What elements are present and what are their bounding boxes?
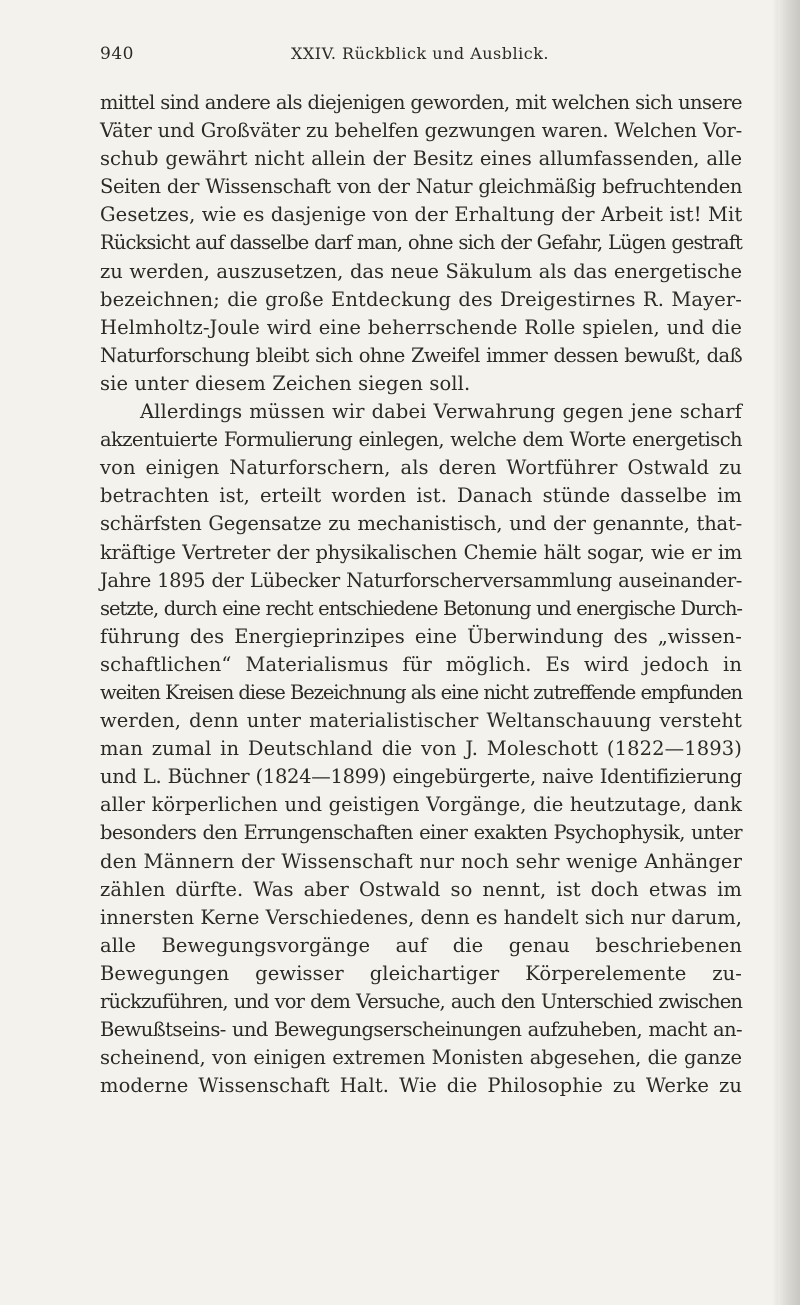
text-line: Rücksicht auf dasselbe darf man, ohne sich der Gefahr, Lügen gestraft <box>100 231 742 255</box>
text-line: aller körperlichen und geistigen Vorgänge, die heutzutage, dank <box>100 793 742 817</box>
page-header <box>100 44 740 70</box>
text-line: scheinend, von einigen extremen Monisten abgesehen, die ganze <box>100 1046 742 1070</box>
text-line: Helmholtz-Joule wird eine beherrschende Rolle spielen, und die <box>100 315 742 339</box>
text-line: von einigen Naturforschern, als deren Wortführer Ostwald zu <box>100 456 742 480</box>
text-line: und L. Büchner (1824—1899) eingebürgerte, naive Identifizierung <box>100 765 742 789</box>
text-line: Seiten der Wissenschaft von der Natur gleichmäßig befruchtenden <box>100 175 742 199</box>
text-line: weiten Kreisen diese Bezeichnung als eine nicht zutreffende empfunden <box>100 680 742 704</box>
text-line: Jahre 1895 der Lübecker Naturforscherversammlung auseinander- <box>100 568 742 592</box>
text-line: schaftlichen“ Materialismus für möglich. Es wird jedoch in <box>100 652 742 676</box>
text-line: Bewegungen gewisser gleichartiger Körperelemente zu- <box>100 961 742 985</box>
text-line: moderne Wissenschaft Halt. Wie die Philosophie zu Werke zu <box>100 1074 742 1098</box>
text-line: akzentuierte Formulierung einlegen, welche dem Worte energetisch <box>100 428 742 452</box>
page-number: 940 <box>100 44 134 64</box>
body-text <box>100 89 742 1100</box>
text-line: setzte, durch eine recht entschiedene Betonung und energische Durch- <box>100 596 742 620</box>
text-line: alle Bewegungsvorgänge auf die genau beschriebenen <box>100 933 742 957</box>
text-line: Bewußtseins- und Bewegungserscheinungen aufzuheben, macht an- <box>100 1018 742 1042</box>
text-line: Allerdings müssen wir dabei Verwahrung gegen jene scharf <box>140 400 742 424</box>
text-line: Väter und Großväter zu behelfen gezwungen waren. Welchen Vor- <box>100 119 742 143</box>
running-title: XXIV. Rückblick und Ausblick. <box>291 44 549 63</box>
text-line: besonders den Errungenschaften einer exakten Psychophysik, unter <box>100 821 742 845</box>
text-line: schub gewährt nicht allein der Besitz eines allumfassenden, alle <box>100 147 742 171</box>
text-line: den Männern der Wissenschaft nur noch sehr wenige Anhänger <box>100 849 742 873</box>
page-edge <box>778 0 800 1305</box>
text-line: kräftige Vertreter der physikalischen Chemie hält sogar, wie er im <box>100 540 742 564</box>
text-line: mittel sind andere als diejenigen geworden, mit welchen sich unsere <box>100 91 742 114</box>
text-line: Naturforschung bleibt sich ohne Zweifel immer dessen bewußt, daß <box>100 343 742 367</box>
text-line: sie unter diesem Zeichen siegen soll. <box>100 371 471 395</box>
text-line: schärfsten Gegensatze zu mechanistisch, und der genannte, that- <box>100 512 742 536</box>
text-line: rückzuführen, und vor dem Versuche, auch den Unterschied zwischen <box>100 990 742 1013</box>
text-line: Gesetzes, wie es dasjenige von der Erhaltung der Arbeit ist! Mit <box>100 203 743 227</box>
text-line: werden, denn unter materialistischer Weltanschauung versteht <box>100 709 742 733</box>
text-line: innersten Kerne Verschiedenes, denn es handelt sich nur darum, <box>100 905 742 929</box>
text-line: man zumal in Deutschland die von J. Moleschott (1822—1893) <box>100 737 742 761</box>
text-line: führung des Energieprinzipes eine Überwindung des „wissen- <box>100 624 742 648</box>
text-line: bezeichnen; die große Entdeckung des Dreigestirnes R. Mayer- <box>100 287 742 311</box>
text-line: betrachten ist, erteilt worden ist. Danach stünde dasselbe im <box>100 484 742 508</box>
text-line: zu werden, auszusetzen, das neue Säkulum als das energetische <box>100 259 742 283</box>
text-line: zählen dürfte. Was aber Ostwald so nennt, ist doch etwas im <box>100 877 742 901</box>
